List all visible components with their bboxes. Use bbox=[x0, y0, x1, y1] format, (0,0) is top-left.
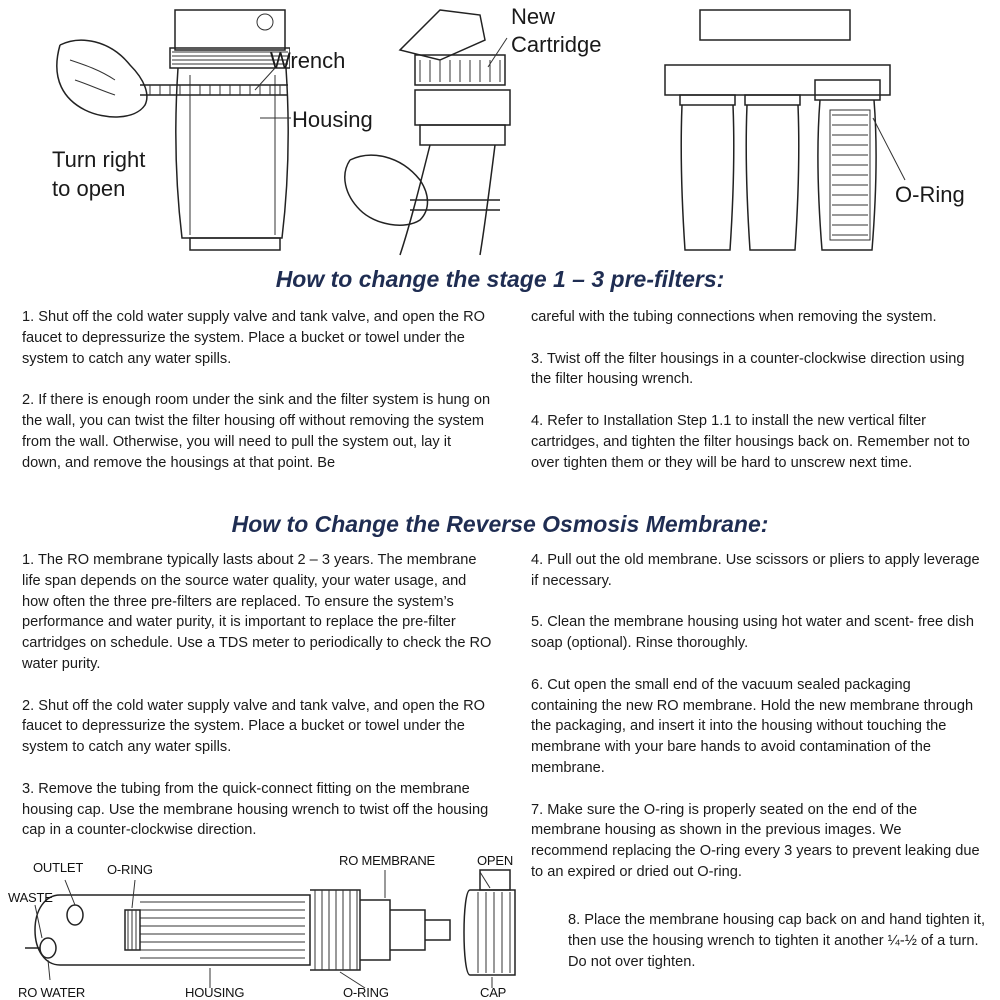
membrane-step-6: 6. Cut open the small end of the vacuum sealed packaging containing the new RO membrane. Hold the new membrane through the packaging, and insert it into the housing without touching the membrane with your bare hands to avoid contamination of the membrane. bbox=[531, 676, 974, 776]
membrane-left-column bbox=[22, 550, 492, 862]
o-ring-label: O-Ring bbox=[895, 182, 965, 207]
membrane-step-4: 4. Pull out the old membrane. Use scissors or pliers to apply leverage if necessary. bbox=[531, 552, 980, 589]
diagram-label-cap: CAP bbox=[480, 985, 507, 1000]
membrane-step-3: 3. Remove the tubing from the quick-connect fitting on the membrane housing cap. Use the membrane housing wrench to twist off the housing cap in a counter-clockwise direction. bbox=[22, 780, 489, 839]
new-label: New bbox=[511, 4, 556, 29]
prefilters-right-column bbox=[531, 307, 981, 494]
prefilters-heading: How to change the stage 1 – 3 pre-filters: bbox=[275, 266, 725, 292]
membrane-step-8-block bbox=[568, 910, 988, 993]
diagram-label-ro-membrane: RO MEMBRANE bbox=[339, 853, 436, 868]
prefilters-step-2-cont: careful with the tubing connections when removing the system. bbox=[531, 309, 937, 325]
membrane-step-1: 1. The RO membrane typically lasts about 2 – 3 years. The membrane life span depends on the source water quality, your water usage, and how often the three pre-filters are replaced. To ensure the system’s performance and water purity, it is important to replace the pre-filter cartridges on schedule. Use a TDS meter to periodically to check the RO water purity. bbox=[22, 552, 492, 672]
prefilters-step-3: 3. Twist off the filter housings in a counter-clockwise direction using the filter housing wrench. bbox=[531, 350, 965, 388]
diagram-label-outlet: OUTLET bbox=[33, 860, 84, 875]
wrench-label: Wrench bbox=[270, 48, 346, 73]
prefilters-left-column bbox=[22, 307, 492, 494]
pointer-line-new-cartridge bbox=[485, 35, 510, 70]
housing-label: Housing bbox=[292, 107, 373, 132]
ro-system-illustration bbox=[660, 0, 900, 260]
filter-housing-wrench-illustration bbox=[40, 0, 290, 260]
membrane-right-column bbox=[531, 550, 981, 904]
membrane-step-8: 8. Place the membrane housing cap back on and hand tighten it, then use the housing wrench to tighten it another ¼-½ of a turn. Do not over tighten. bbox=[568, 912, 986, 970]
diagram-label-waste: WASTE bbox=[8, 890, 53, 905]
diagram-label-open: OPEN bbox=[477, 853, 514, 868]
cartridge-label: Cartridge bbox=[511, 32, 602, 57]
prefilters-step-1: 1. Shut off the cold water supply valve and tank valve, and open the RO faucet to depressurize the system. Place a bucket or towel under the system to catch any water spills. bbox=[22, 309, 485, 367]
membrane-step-7: 7. Make sure the O-ring is properly seated on the end of the membrane housing as shown in the previous images. We recommend replacing the O-ring every 3 years to prevent leaking due to an expired or dried out O-ring. bbox=[531, 801, 980, 880]
membrane-heading: How to Change the Reverse Osmosis Membrane: bbox=[231, 511, 769, 537]
turn-right-label-1: Turn right bbox=[52, 147, 146, 172]
diagram-label-o-ring-bottom: O-RING bbox=[343, 985, 389, 1000]
membrane-step-5: 5. Clean the membrane housing using hot water and scent- free dish soap (optional). Rinse thoroughly. bbox=[531, 614, 974, 652]
pointer-line-o-ring bbox=[870, 115, 910, 185]
diagram-label-ro-water: RO WATER bbox=[18, 985, 86, 1000]
diagram-label-housing: HOUSING bbox=[185, 985, 245, 1000]
diagram-label-o-ring-top: O-RING bbox=[107, 862, 153, 877]
prefilters-step-2: 2. If there is enough room under the sink and the filter system is hung on the wall, you can twist the filter housing off without removing the system from the wall. Otherwise, you will need to pull the system out, lay it down, and remove the housings at that point. Be bbox=[22, 392, 491, 471]
prefilters-step-4: 4. Refer to Installation Step 1.1 to install the new vertical filter cartridges, and tighten the filter housings back on. Remember not to over tighten them or they will be hard to unscrew next time. bbox=[531, 412, 970, 471]
turn-right-label-2: to open bbox=[52, 176, 126, 201]
membrane-step-2: 2. Shut off the cold water supply valve and tank valve, and open the RO faucet to depressurize the system. Place a bucket or towel under the system to catch any water spills. bbox=[22, 697, 485, 756]
pointer-line-housing bbox=[258, 110, 293, 125]
